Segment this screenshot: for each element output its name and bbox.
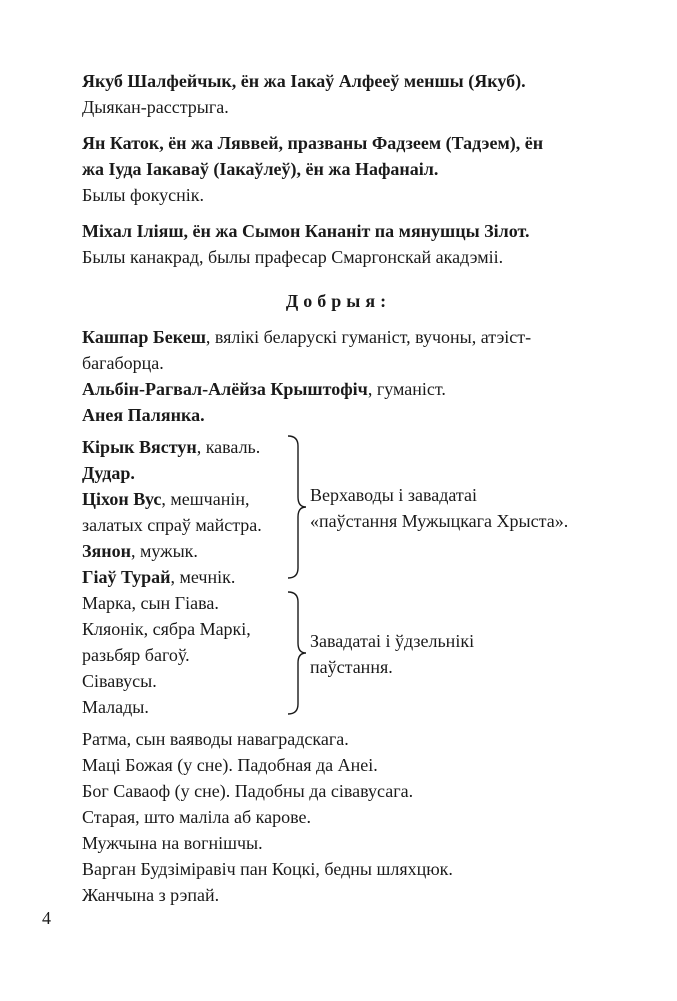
group1-label-line2: «паўстання Мужыцкага Хрыста». bbox=[310, 511, 569, 531]
cast-name-yan-line1: Ян Каток, ён жа Ляввей, празваны Фадзеем (Тадэем), ён bbox=[82, 133, 544, 153]
kiryk-desc: , каваль. bbox=[196, 437, 261, 457]
group2-line-5: Малады. bbox=[82, 697, 149, 717]
member-tsikhon bbox=[82, 486, 249, 512]
albin-name: Альбін-Рагвал-Алёйза Крыштофіч bbox=[82, 379, 368, 399]
group2-label-line2: паўстання. bbox=[310, 657, 393, 677]
other-3: Бог Саваоф (у сне). Падобны да сівавусага. bbox=[82, 781, 414, 801]
cast-desc-yakub: Дыякан-расстрыга. bbox=[82, 97, 229, 117]
group2-brace bbox=[284, 590, 308, 716]
zyanon-name: Зянон bbox=[82, 541, 131, 561]
other-5: Мужчына на вогнішчы. bbox=[82, 833, 263, 853]
albin-desc: , гуманіст. bbox=[367, 379, 446, 399]
good-aneya: Анея Палянка. bbox=[82, 405, 205, 425]
kashpar-desc-line2: багаборца. bbox=[82, 353, 164, 373]
group2-label-line1: Завадатаі і ўдзельнікі bbox=[310, 631, 475, 651]
kashpar-name: Кашпар Бекеш bbox=[82, 327, 206, 347]
group2-line-1: Марка, сын Гіава. bbox=[82, 593, 219, 613]
tsikhon-desc: , мешчанін, bbox=[161, 489, 250, 509]
zyanon-desc: , мужык. bbox=[130, 541, 198, 561]
member-kiryk bbox=[82, 434, 260, 460]
cast-name-mikhal: Міхал Іліяш, ён жа Сымон Кананіт па мянушцы Зілот. bbox=[82, 221, 530, 241]
giau-desc: , мечнік. bbox=[170, 567, 236, 587]
kiryk-name: Кірык Вястун bbox=[82, 437, 197, 457]
group1-brace bbox=[284, 434, 308, 580]
cast-desc-mikhal: Былы канакрад, былы прафесар Смаргонскай акадэміі. bbox=[82, 247, 504, 267]
good-kashpar bbox=[82, 324, 531, 350]
tsikhon-name: Ціхон Вус bbox=[82, 489, 162, 509]
member-dudar: Дудар. bbox=[82, 463, 135, 483]
other-2: Маці Божая (у сне). Падобная да Анеі. bbox=[82, 755, 378, 775]
other-4: Старая, што маліла аб карове. bbox=[82, 807, 311, 827]
good-albin bbox=[82, 376, 446, 402]
group1-label-line1: Верхаводы і завадатаі bbox=[310, 485, 477, 505]
group2-line-4: Сівавусы. bbox=[82, 671, 157, 691]
other-7: Жанчына з рэпай. bbox=[82, 885, 220, 905]
cast-name-yakub: Якуб Шалфейчык, ён жа Іакаў Алфееў меншы (Якуб). bbox=[82, 71, 526, 91]
section-heading-good: Добрыя: bbox=[285, 291, 392, 311]
kashpar-desc: , вялікі беларускі гуманіст, вучоны, атэіст- bbox=[205, 327, 532, 347]
group2-line-2: Кляонік, сябра Маркі, bbox=[82, 619, 251, 639]
member-zyanon bbox=[82, 538, 198, 564]
member-giau bbox=[82, 564, 235, 590]
other-1: Ратма, сын ваяводы наваградскага. bbox=[82, 729, 349, 749]
cast-name-yan-line2: жа Іуда Іакаваў (Іакаўлеў), ён жа Нафанаіл. bbox=[82, 159, 439, 179]
cast-desc-yan: Былы фокуснік. bbox=[82, 185, 205, 205]
tsikhon-desc-line2: залатых спраў майстра. bbox=[82, 515, 262, 535]
other-6: Варган Будзіміравіч пан Коцкі, бедны шляхцюк. bbox=[82, 859, 453, 879]
page-number: 4 bbox=[42, 908, 51, 928]
giau-name: Гіаў Турай bbox=[82, 567, 171, 587]
group2-line-3: разьбяр багоў. bbox=[82, 645, 190, 665]
